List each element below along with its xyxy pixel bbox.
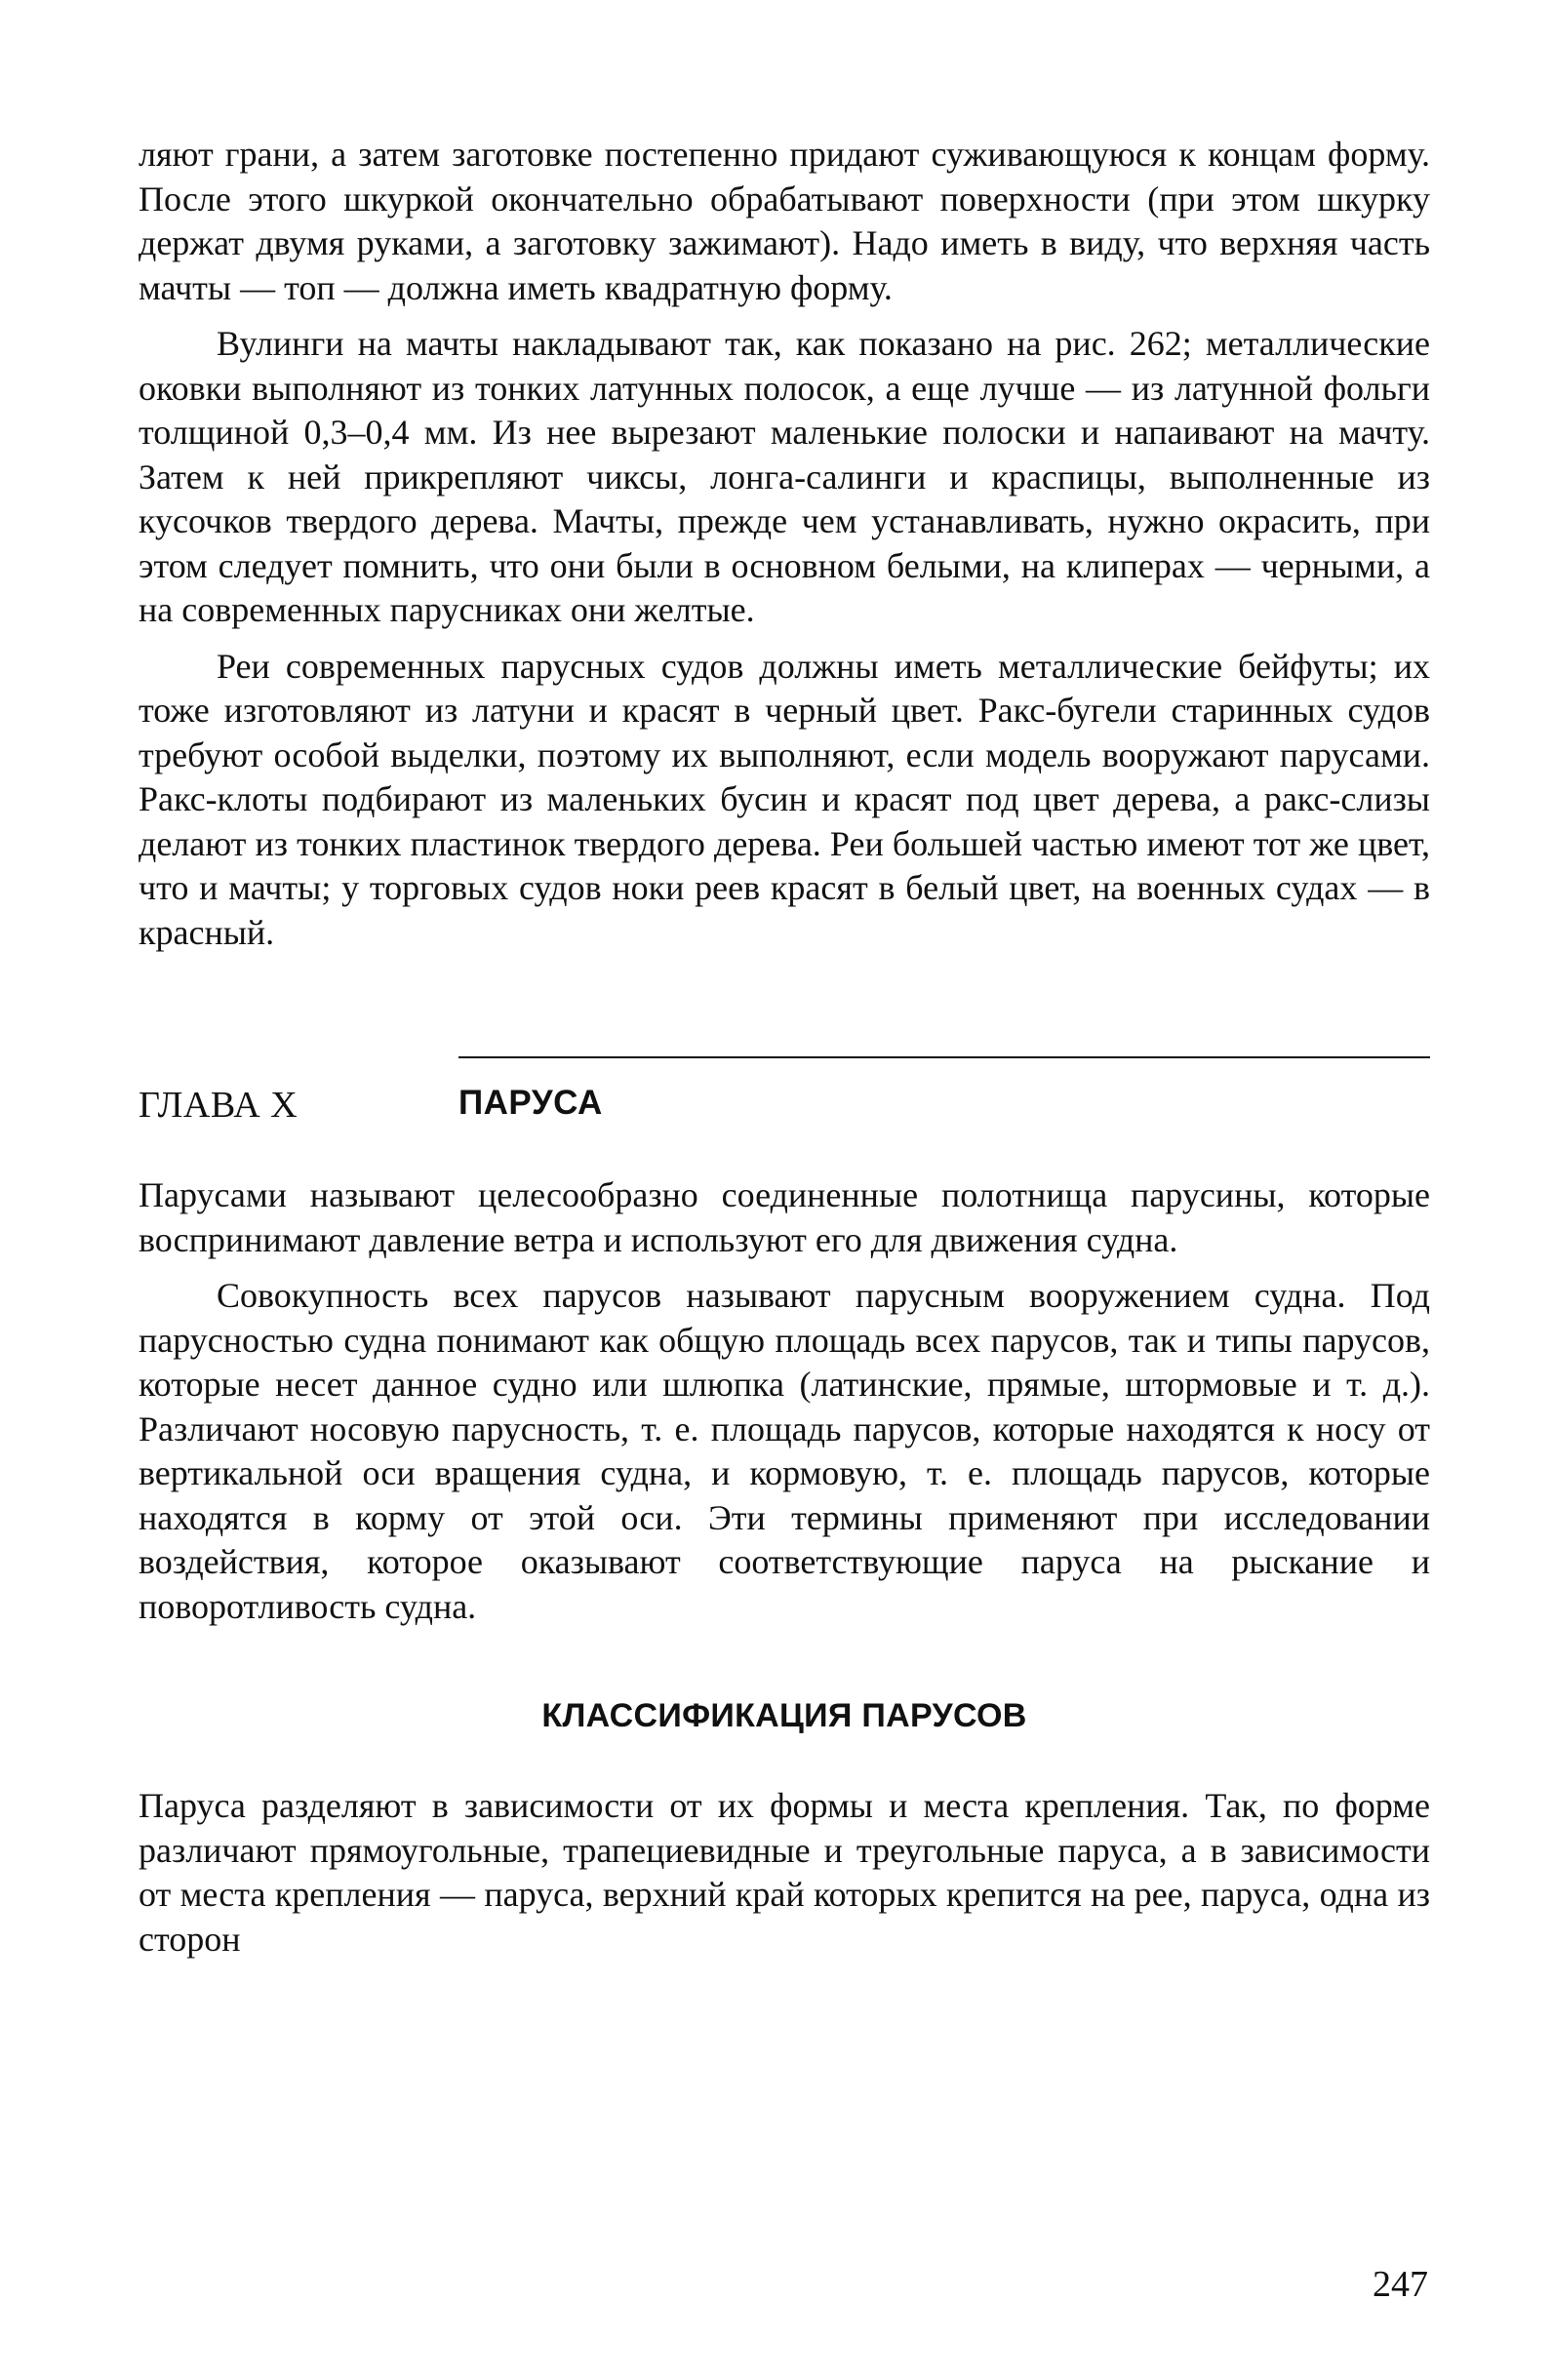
paragraph-yards-fittings: Реи современных парусных судов должны иметь металлические бейфуты; их тоже изготовляют из латуни и красят в черный цвет. Ракс-бугели старинных судов требуют особой выделки, поэтому их выполняют, если модель вооружают парусами. Ракс-клоты подбирают из маленьких бусин и красят под цвет дерева, а ракс-слизы делают из тонких пластинок твердого дерева. Реи большей частью имеют тот же цвет, что и мачты; у торговых судов ноки реев красят в белый цвет, на военных судах — в красный.: [139, 646, 1430, 952]
page-body: [139, 133, 1430, 1962]
page-number: 247: [1373, 2264, 1428, 2305]
paragraph-sail-plan: Совокупность всех парусов называют парусным вооружением судна. Под парусностью судна понимают как общую площадь всех парусов, так и типы парусов, которые несет данное судно или шлюпка (латинские, прямые, штормовые и т. д.). Различают носовую парусность, т. е. площадь парусов, которые находятся к носу от вертикальной оси вращения судна, и кормовую, т. е. площадь парусов, которые находятся в корму от этой оси. Эти термины применяют при исследовании воздействия, которое оказывают соответствующие паруса на рыскание и поворотливость судна.: [139, 1276, 1430, 1626]
section-title: КЛАССИФИКАЦИЯ ПАРУСОВ: [541, 1697, 1027, 1734]
chapter-rule: [458, 1056, 1430, 1058]
chapter-label: ГЛАВА X: [139, 1085, 299, 1126]
paragraph-masts-shaping: ляют грани, а затем заготовке постепенно придают суживающуюся к концам форму. После этого шкуркой окончательно обрабатывают поверхности (при этом шкурку держат двумя руками, а заготовку зажимают). Надо иметь в виду, что верхняя часть мачты — топ — должна иметь квадратную форму.: [139, 135, 1430, 307]
paragraph-woolding-fittings: Вулинги на мачты накладывают так, как показано на рис. 262; металлические оковки выполняют из тонких латунных полосок, а еще лучше — из латунной фольги толщиной 0,3–0,4 мм. Из нее вырезают маленькие полоски и напаивают на мачту. Затем к ней прикрепляют чиксы, лонга-салинги и краспицы, выполненные из кусочков твердого дерева. Мачты, прежде чем устанавливать, нужно окрасить, при этом следует помнить, что они были в основном белыми, на клиперах — черными, а на современных парусниках они желтые.: [139, 324, 1430, 629]
paragraph-sails-definition: Парусами называют целесообразно соединенные полотнища парусины, которые воспринимают давление ветра и используют его для движения судна.: [139, 1175, 1430, 1259]
chapter-heading: [139, 1056, 1430, 1173]
paragraph-sails-classification: Паруса разделяют в зависимости от их формы и места крепления. Так, по форме различают прямоугольные, трапециевидные и треугольные паруса, а в зависимости от места крепления — паруса, верхний край которых крепится на рее, паруса, одна из сторон: [139, 1786, 1430, 1959]
chapter-title: ПАРУСА: [458, 1084, 603, 1122]
